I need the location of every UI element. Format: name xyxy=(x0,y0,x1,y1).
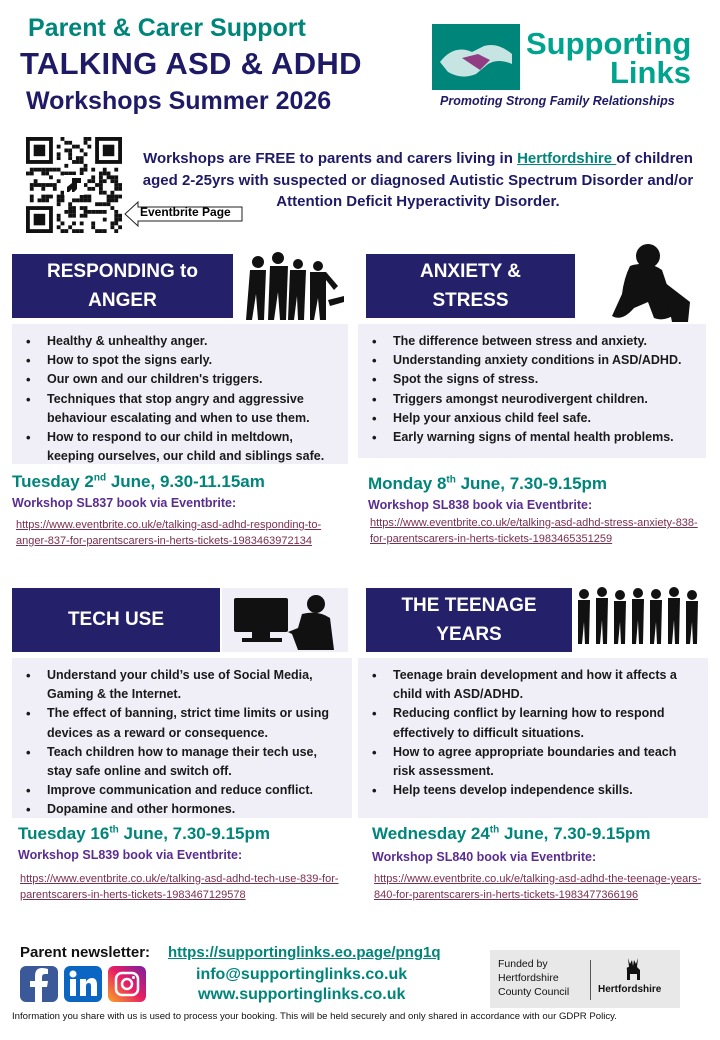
list-item: • Help your anxious child feel safe. xyxy=(372,409,698,428)
workshop-code: Workshop SL838 book via Eventbrite: xyxy=(368,498,593,512)
section-title-anger xyxy=(12,254,233,318)
logo-word-2: Links xyxy=(610,55,691,90)
list-item: • The difference between stress and anxiety. xyxy=(372,332,698,351)
section-title-line: TECH USE xyxy=(67,609,165,630)
eventbrite-link[interactable]: https://www.eventbrite.co.uk/e/talking-asd-adhd-stress-anxiety-838-for-parentscarers-in-herts-tickets-1983465351259 xyxy=(370,517,698,545)
section-title-tech-use xyxy=(12,588,220,652)
session-date xyxy=(372,824,650,844)
instagram-icon[interactable] xyxy=(108,966,146,1002)
list-item: • How to spot the signs early. xyxy=(26,351,340,370)
section-title-line: STRESS xyxy=(432,290,509,311)
section-title-anxiety xyxy=(366,254,575,318)
newsletter-link[interactable]: https://supportinglinks.eo.page/png1q xyxy=(168,944,441,961)
date-suffix: nd xyxy=(93,472,107,484)
eventbrite-link[interactable]: https://www.eventbrite.co.uk/e/talking-asd-adhd-tech-use-839-for-parentscarers-in-herts-tickets-1983467129578 xyxy=(20,873,339,901)
workshop-code: Workshop SL839 book via Eventbrite: xyxy=(18,848,243,862)
family-silhouette-image xyxy=(240,250,348,322)
date-time: June, 9.30-11.15am xyxy=(106,472,265,491)
funded-by-text: Funded by Hertfordshire County Council xyxy=(498,958,570,998)
linkedin-icon[interactable] xyxy=(64,966,102,1002)
date-time: June, 7.30-9.15pm xyxy=(118,824,270,843)
date-time: June, 7.30-9.15pm xyxy=(455,474,608,493)
intro-text-before: Workshops are FREE to parents and carers living in xyxy=(143,150,518,167)
date-time: June, 7.30-9.15pm xyxy=(499,824,651,843)
header-line-1: Parent & Carer Support xyxy=(28,14,306,42)
date-suffix: th xyxy=(489,824,500,836)
list-item: • Help teens develop independence skills. xyxy=(372,781,700,800)
eventbrite-link[interactable]: https://www.eventbrite.co.uk/e/talking-asd-adhd-the-teenage-years-840-for-parentscarers-in-herts-tickets-1983477366196 xyxy=(374,873,702,901)
list-item: • Healthy & unhealthy anger. xyxy=(26,332,340,351)
newsletter-label: Parent newsletter: xyxy=(20,944,151,961)
list-item: • Techniques that stop angry and aggressive behaviour escalating and when to use them. xyxy=(26,390,340,428)
contact-email[interactable]: info@supportinglinks.co.uk xyxy=(196,966,408,983)
qr-code[interactable] xyxy=(26,137,122,233)
workshop-code: Workshop SL840 book via Eventbrite: xyxy=(372,850,597,864)
teenagers-silhouette-image xyxy=(574,586,708,646)
page-title: TALKING ASD & ADHD xyxy=(20,46,362,81)
section-list-anger xyxy=(12,324,348,464)
funded-by-box xyxy=(490,950,680,1008)
section-title-line: YEARS xyxy=(436,624,502,645)
hertfordshire-link[interactable]: Hertfordshire xyxy=(517,150,617,167)
list-item: • Spot the signs of stress. xyxy=(372,370,698,389)
gdpr-notice: Information you share with us is used to process your booking. This will be held securely and only shared in accordance with our GDPR Policy. xyxy=(12,1011,617,1022)
session-date xyxy=(18,824,270,844)
list-item: • Teenage brain development and how it affects a child with ASD/ADHD. xyxy=(372,666,700,704)
divider xyxy=(590,960,591,1000)
intro-text-after: of children aged 2-25yrs with suspected or diagnosed Autistic Spectrum Disorder and/or Attention Deficit Hyperactivity Disorder. xyxy=(142,150,694,210)
logo-tagline: Promoting Strong Family Relationships xyxy=(440,94,675,108)
list-item: • Early warning signs of mental health problems. xyxy=(372,428,698,447)
session-date xyxy=(12,472,265,492)
date-text: Tuesday 16 xyxy=(18,824,110,843)
facebook-icon[interactable] xyxy=(20,966,58,1002)
list-item: • How to agree appropriate boundaries and teach risk assessment. xyxy=(372,743,700,781)
list-item: • Improve communication and reduce conflict. xyxy=(26,781,344,800)
supporting-links-logo xyxy=(432,24,700,116)
computer-user-silhouette-image xyxy=(222,588,348,652)
list-item: • The effect of banning, strict time limits or using devices as a reward or consequence. xyxy=(26,704,344,742)
eventbrite-link[interactable]: https://www.eventbrite.co.uk/e/talking-asd-adhd-responding-to-anger-837-for-parentscarers-in-herts-tickets-1983463972134 xyxy=(16,519,322,547)
session-date xyxy=(368,474,607,494)
section-list-tech-use xyxy=(12,658,352,818)
list-item: • How to respond to our child in meltdown, keeping ourselves, our child and siblings safe. xyxy=(26,428,340,466)
header-line-3: Workshops Summer 2026 xyxy=(26,87,332,115)
list-item: • Understand your child’s use of Social Media, Gaming & the Internet. xyxy=(26,666,344,704)
section-title-teenage-years xyxy=(366,588,572,652)
date-text: Monday 8 xyxy=(368,474,447,493)
hertfordshire-stag-icon xyxy=(620,956,646,987)
section-title-line: ANGER xyxy=(88,290,157,311)
website-link[interactable]: www.supportinglinks.co.uk xyxy=(198,986,406,1003)
sitting-person-silhouette-image xyxy=(604,242,694,326)
date-suffix: th xyxy=(446,474,456,486)
logo-word-1: Supporting xyxy=(526,26,692,61)
section-list-teenage-years xyxy=(358,658,708,818)
list-item: • Understanding anxiety conditions in ASD/ADHD. xyxy=(372,351,698,370)
list-item: • Teach children how to manage their tech use, stay safe online and switch off. xyxy=(26,743,344,781)
date-text: Tuesday 2 xyxy=(12,472,94,491)
list-item: • Dopamine and other hormones. xyxy=(26,800,344,819)
list-item: • Reducing conflict by learning how to respond effectively to difficult situations. xyxy=(372,704,700,742)
section-title-line: THE TEENAGE xyxy=(401,595,537,616)
hertfordshire-logo-text: Hertfordshire xyxy=(598,984,662,995)
section-title-line: ANXIETY & xyxy=(419,261,521,282)
workshop-code: Workshop SL837 book via Eventbrite: xyxy=(12,496,237,510)
section-title-line: RESPONDING to xyxy=(47,261,198,282)
date-text: Wednesday 24 xyxy=(372,824,490,843)
date-suffix: th xyxy=(109,824,119,836)
list-item: • Triggers amongst neurodivergent children. xyxy=(372,390,698,409)
list-item: • Our own and our children's triggers. xyxy=(26,370,340,389)
intro-text xyxy=(132,148,704,213)
eventbrite-page-label: Eventbrite Page xyxy=(140,205,231,219)
section-list-anxiety xyxy=(358,324,706,458)
handshake-icon xyxy=(432,24,520,90)
